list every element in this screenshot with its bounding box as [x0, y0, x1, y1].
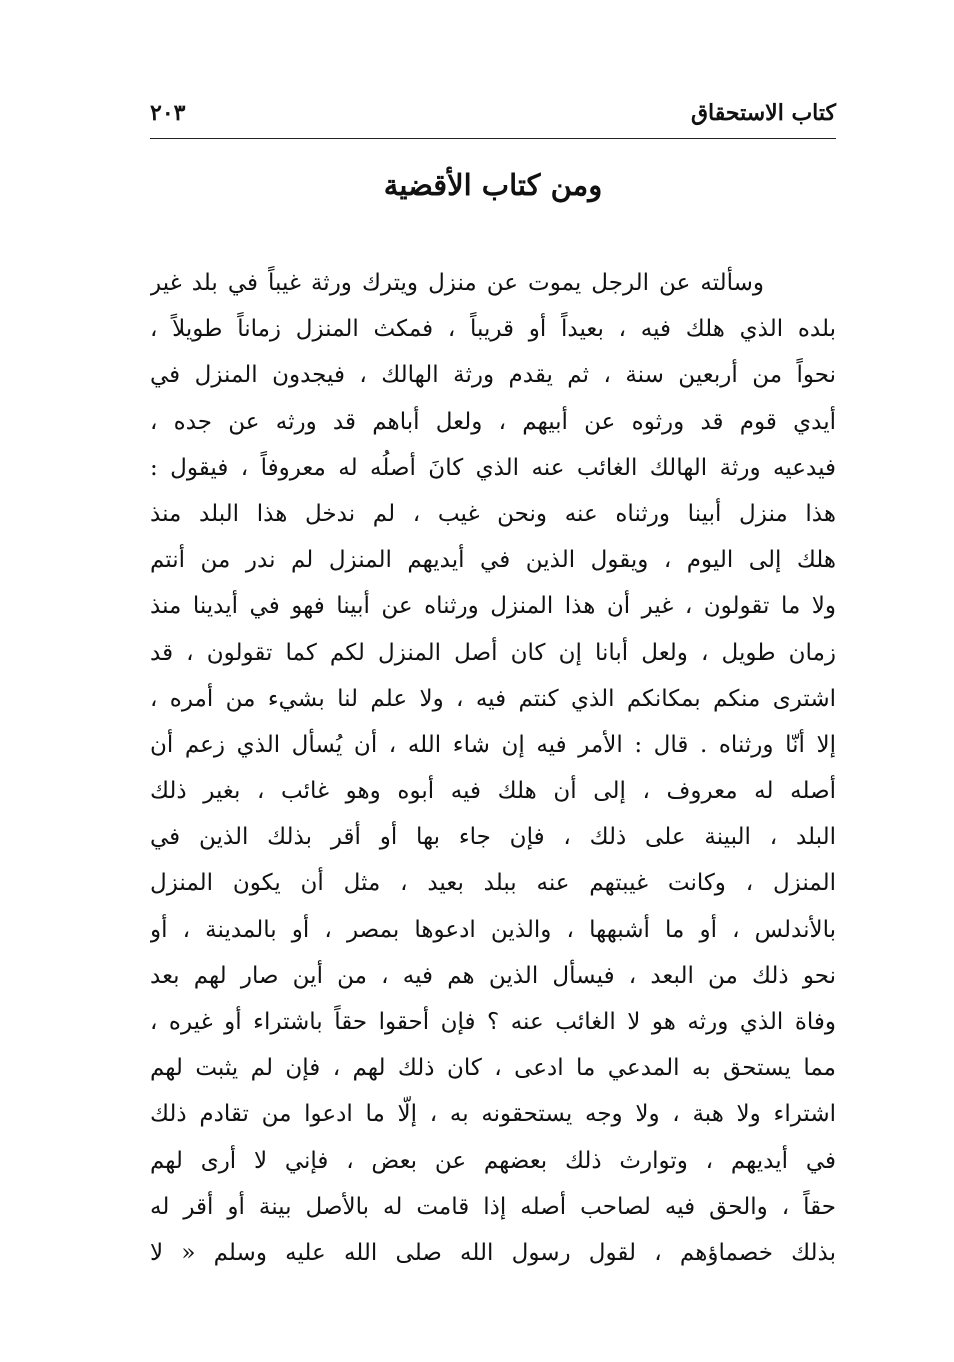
text-line: هلك إلى اليوم ، ويقول الذين في أيديهم المنزل لم ندر من أنتم	[150, 547, 836, 574]
text-line: في أيديهم ، وتوارث ذلك بعضهم عن بعض ، فإني لا أرى لهم	[150, 1147, 836, 1174]
text-line: البلد ، البينة على ذلك ، فإن جاء بها أو أقر بذلك الذين في	[150, 824, 836, 851]
text-line: وفاة الذي ورثه هو لا الغائب عنه ؟ فإن أحقوا حقاً باشتراء أو غيره ،	[150, 1009, 836, 1035]
text-line: المنزل ، وكانت غيبتهم عنه ببلد بعيد ، مثل أن يكون المنزل	[150, 870, 836, 897]
text-line: نحواً من أربعين سنة ، ثم يقدم ورثة الهالك ، فيجدون المنزل في	[150, 362, 836, 389]
header-rule	[150, 138, 836, 139]
section-title: ومن كتاب الأقضية	[383, 168, 603, 202]
text-line: اشترى منكم بمكانكم الذي كنتم فيه ، ولا علم لنا بشيء من أمره ،	[150, 685, 836, 712]
book-title: كتاب الاستحقاق	[690, 100, 836, 126]
text-line: زمان طويل ، ولعل أبانا إن كان أصل المنزل لكم كما تقولون ، قد	[150, 639, 836, 666]
text-line: بالأندلس ، أو ما أشبهها ، والذين ادعوها بمصر ، أو بالمدينة ، أو	[150, 916, 836, 943]
text-line: هذا منزل أبينا ورثناه عنه ونحن غيب ، لم ندخل هذا البلد منذ	[150, 500, 836, 527]
running-header	[150, 100, 836, 134]
text-line: نحو ذلك من البعد ، فيسأل الذين هم فيه ، من أين صار لهم بعد	[150, 962, 836, 989]
text-line: أيدي قوم قد ورثوه عن أبيهم ، ولعل أباهم قد ورثه عن جده ،	[150, 408, 836, 435]
text-line: أصله له معروف ، إلى أن هلك فيه أبوه وهو غائب ، بغير ذلك	[150, 778, 836, 805]
page-number: ٢٠٣	[150, 100, 186, 126]
body-text	[150, 260, 836, 1276]
text-line: بلده الذي هلك فيه ، بعيداً أو قريباً ، فمكث المنزل زماناً طويلاً ،	[150, 316, 836, 343]
text-line: فيدعيه ورثة الهالك الغائب عنه الذي كانَ أصلُه له معروفاً ، فيقول :	[150, 454, 836, 481]
text-line: وسألته عن الرجل يموت عن منزل ويترك ورثة غيباً في بلد غير	[150, 270, 764, 296]
text-line: حقاً ، والحق فيه لصاحب أصله إذا قامت له بالأصل بينة أو أقر له	[150, 1193, 836, 1220]
text-line: بذلك خصماؤهم ، لقول رسول الله صلى الله عليه وسلم « لا	[150, 1239, 836, 1266]
text-line: اشتراء ولا هبة ، ولا وجه يستحقونه به ، إلّا ما ادعوا من تقادم ذلك	[150, 1101, 836, 1128]
text-line: مما يستحق به المدعي ما ادعى ، كان ذلك لهم ، فإن لم يثبت لهم	[150, 1055, 836, 1082]
text-line: إلا أنّا ورثناه . قال : الأمر فيه إن شاء الله ، أن يُسأل الذي زعم أن	[150, 731, 836, 758]
text-line: ولا ما تقولون ، غير أن هذا المنزل ورثناه عن أبينا فهو في أيدينا منذ	[150, 593, 836, 620]
